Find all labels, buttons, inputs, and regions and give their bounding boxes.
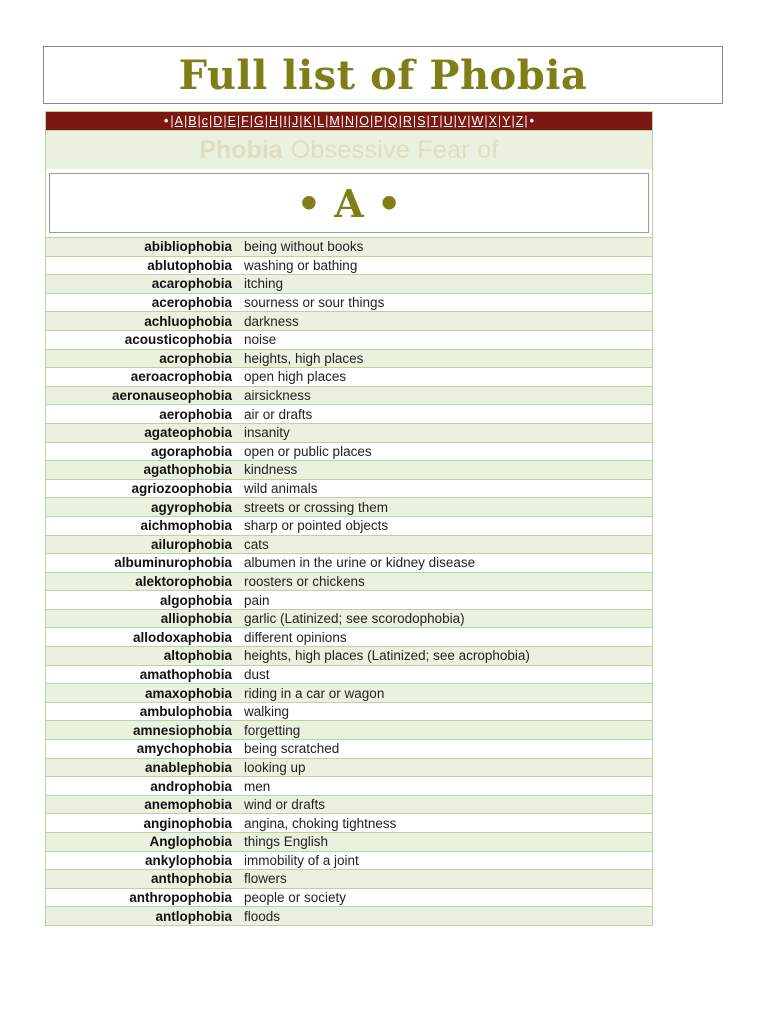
phobia-name: alliophobia — [160, 611, 232, 627]
table-row — [46, 572, 652, 591]
alphabet-link-g[interactable]: G — [254, 114, 264, 128]
alphabet-link-x[interactable]: X — [488, 114, 497, 128]
phobia-name: acerophobia — [151, 295, 232, 311]
phobia-name: albuminurophobia — [114, 555, 232, 571]
bullet-start: • — [163, 114, 169, 128]
table-row — [46, 442, 652, 461]
phobia-name: agoraphobia — [150, 443, 232, 459]
table-row — [46, 330, 652, 349]
phobia-fear: darkness — [244, 313, 299, 329]
phobia-name: agyrophobia — [150, 499, 232, 515]
separator: | — [287, 114, 292, 128]
table-header — [45, 131, 653, 169]
separator: | — [439, 114, 443, 128]
phobia-fear: things English — [244, 834, 329, 850]
separator: | — [340, 114, 345, 128]
table-row — [46, 460, 652, 479]
table-row — [46, 553, 652, 572]
table-row — [46, 702, 652, 721]
phobia-fear: kindness — [244, 462, 298, 478]
separator: | — [484, 114, 488, 128]
phobia-name: amychophobia — [136, 741, 232, 757]
phobia-name: ailurophobia — [151, 536, 232, 552]
phobia-fear: heights, high places (Latinized; see acrophobia) — [244, 648, 530, 664]
separator: | — [524, 114, 528, 128]
phobia-name: antlophobia — [155, 908, 232, 924]
table-row — [46, 627, 652, 646]
separator: | — [170, 114, 174, 128]
phobia-name: anemophobia — [144, 797, 232, 813]
separator: | — [412, 114, 417, 128]
phobia-fear: being scratched — [244, 741, 340, 757]
table-row — [46, 274, 652, 293]
phobia-fear: wild animals — [244, 481, 318, 497]
table-row — [46, 535, 652, 554]
separator: | — [209, 114, 213, 128]
phobia-fear: immobility of a joint — [244, 852, 359, 868]
phobia-fear: floods — [244, 908, 281, 924]
table-row — [46, 832, 652, 851]
separator: | — [312, 114, 317, 128]
section-letter: • A • — [49, 173, 649, 233]
phobia-fear: open high places — [244, 369, 347, 385]
table-row — [46, 888, 652, 907]
alphabet-nav — [45, 111, 653, 131]
separator: | — [497, 114, 502, 128]
table-row — [46, 479, 652, 498]
phobia-fear: angina, choking tightness — [244, 815, 397, 831]
header-phobia: Phobia — [199, 135, 283, 164]
phobia-fear: heights, high places — [244, 350, 364, 366]
alphabet-link-v[interactable]: V — [457, 114, 467, 128]
separator: | — [183, 114, 188, 128]
alphabet-link-f[interactable]: F — [241, 114, 249, 128]
phobia-name: amaxophobia — [144, 685, 232, 701]
alphabet-link-w[interactable]: W — [471, 114, 484, 128]
separator: | — [223, 114, 227, 128]
phobia-fear: air or drafts — [244, 406, 313, 422]
title-box — [43, 46, 723, 104]
phobia-fear: sharp or pointed objects — [244, 518, 389, 534]
separator: | — [370, 114, 374, 128]
phobia-name: abibliophobia — [144, 239, 232, 255]
separator: | — [511, 114, 515, 128]
separator: | — [236, 114, 241, 128]
alphabet-link-t[interactable]: T — [430, 114, 439, 128]
alphabet-link-q[interactable]: Q — [387, 114, 398, 128]
phobia-name: amnesiophobia — [132, 722, 232, 738]
phobia-fear: people or society — [244, 890, 347, 906]
table-row — [46, 906, 652, 925]
alphabet-link-e[interactable]: E — [227, 114, 236, 128]
table-row — [46, 813, 652, 832]
phobia-fear: albumen in the urine or kidney disease — [244, 555, 476, 571]
table-row — [46, 683, 652, 702]
separator: | — [426, 114, 430, 128]
separator: | — [467, 114, 471, 128]
phobia-fear: dust — [244, 666, 270, 682]
phobia-fear: forgetting — [244, 722, 301, 738]
alphabet-link-z[interactable]: Z — [515, 114, 524, 128]
phobia-fear: sourness or sour things — [244, 295, 385, 311]
alphabet-link-p[interactable]: P — [374, 114, 383, 128]
phobia-fear: garlic (Latinized; see scorodophobia) — [244, 611, 465, 627]
table-row — [46, 237, 652, 256]
table-row — [46, 646, 652, 665]
phobia-name: algophobia — [160, 592, 232, 608]
alphabet-link-s[interactable]: S — [417, 114, 426, 128]
table-row — [46, 720, 652, 739]
phobia-name: agriozoophobia — [131, 481, 232, 497]
phobia-fear: streets or crossing them — [244, 499, 389, 515]
phobia-name: achluophobia — [144, 313, 232, 329]
phobia-fear: looking up — [244, 759, 306, 775]
table-row — [46, 256, 652, 275]
alphabet-link-k[interactable]: K — [303, 114, 312, 128]
phobia-table — [45, 111, 653, 926]
table-row — [46, 776, 652, 795]
phobia-name: acousticophobia — [124, 332, 232, 348]
phobia-name: androphobia — [150, 778, 232, 794]
alphabet-link-r[interactable]: R — [402, 114, 412, 128]
phobia-fear: roosters or chickens — [244, 573, 365, 589]
separator: | — [453, 114, 457, 128]
phobia-name: amathophobia — [139, 666, 232, 682]
alphabet-link-a[interactable]: A — [174, 114, 183, 128]
table-row — [46, 311, 652, 330]
phobia-name: alektorophobia — [135, 573, 232, 589]
phobia-name: Anglophobia — [149, 834, 232, 850]
phobia-fear: itching — [244, 276, 284, 292]
phobia-name: agathophobia — [143, 462, 232, 478]
table-row — [46, 367, 652, 386]
table-row — [46, 869, 652, 888]
phobia-name: aeroacrophobia — [130, 369, 232, 385]
table-row — [46, 758, 652, 777]
phobia-fear: wind or drafts — [244, 797, 326, 813]
phobia-name: agateophobia — [144, 425, 232, 441]
table-row — [46, 665, 652, 684]
alphabet-link-m[interactable]: M — [329, 114, 340, 128]
phobia-name: anthophobia — [151, 871, 232, 887]
alphabet-link-c[interactable]: c — [201, 114, 209, 128]
phobia-fear: being without books — [244, 239, 364, 255]
table-row — [46, 590, 652, 609]
phobia-name: ablutophobia — [147, 257, 232, 273]
phobia-fear: open or public places — [244, 443, 372, 459]
phobia-fear: riding in a car or wagon — [244, 685, 385, 701]
alphabet-link-y[interactable]: Y — [502, 114, 511, 128]
table-row — [46, 609, 652, 628]
phobia-name: aerophobia — [159, 406, 232, 422]
separator: | — [398, 114, 402, 128]
alphabet-link-i[interactable]: I — [283, 114, 287, 128]
table-row — [46, 739, 652, 758]
table-row — [46, 497, 652, 516]
letter-section — [45, 169, 653, 237]
alphabet-link-o[interactable]: O — [359, 114, 370, 128]
alphabet-link-j[interactable]: J — [292, 114, 299, 128]
table-row — [46, 516, 652, 535]
table-row — [46, 423, 652, 442]
page-title: Full list of Phobia — [178, 51, 588, 99]
phobia-name: aeronauseophobia — [111, 388, 232, 404]
phobia-name: aichmophobia — [140, 518, 232, 534]
phobia-fear: insanity — [244, 425, 290, 441]
table-row — [46, 349, 652, 368]
phobia-fear: walking — [244, 704, 290, 720]
phobia-name: ambulophobia — [139, 704, 232, 720]
separator: | — [383, 114, 387, 128]
alphabet-link-d[interactable]: D — [213, 114, 223, 128]
phobia-name: acarophobia — [151, 276, 232, 292]
separator: | — [279, 114, 283, 128]
phobia-fear: men — [244, 778, 271, 794]
separator: | — [325, 114, 329, 128]
alphabet-link-l[interactable]: L — [317, 114, 325, 128]
phobia-name: ankylophobia — [144, 852, 232, 868]
phobia-name: anablephobia — [144, 759, 232, 775]
phobia-fear: airsickness — [244, 388, 311, 404]
phobia-fear: noise — [244, 332, 277, 348]
phobia-name: acrophobia — [159, 350, 232, 366]
phobia-fear: different opinions — [244, 629, 347, 645]
phobia-name: anthropophobia — [129, 890, 232, 906]
separator: | — [355, 114, 359, 128]
table-row — [46, 293, 652, 312]
phobia-name: anginophobia — [143, 815, 232, 831]
alphabet-link-h[interactable]: H — [269, 114, 279, 128]
alphabet-link-n[interactable]: N — [345, 114, 355, 128]
phobia-fear: pain — [244, 592, 270, 608]
separator: | — [197, 114, 201, 128]
alphabet-link-b[interactable]: B — [188, 114, 197, 128]
separator: | — [264, 114, 269, 128]
table-row — [46, 404, 652, 423]
table-row — [46, 386, 652, 405]
bullet-end: • — [529, 114, 535, 128]
table-row — [46, 795, 652, 814]
phobia-fear: cats — [244, 536, 269, 552]
alphabet-link-u[interactable]: U — [443, 114, 453, 128]
header-fear: Obsessive Fear of — [290, 135, 499, 164]
phobia-fear: washing or bathing — [244, 257, 358, 273]
phobia-fear: flowers — [244, 871, 287, 887]
phobia-rows — [45, 237, 653, 926]
separator: | — [249, 114, 254, 128]
phobia-name: allodoxaphobia — [132, 629, 232, 645]
table-row — [46, 851, 652, 870]
phobia-name: altophobia — [163, 648, 232, 664]
separator: | — [299, 114, 303, 128]
